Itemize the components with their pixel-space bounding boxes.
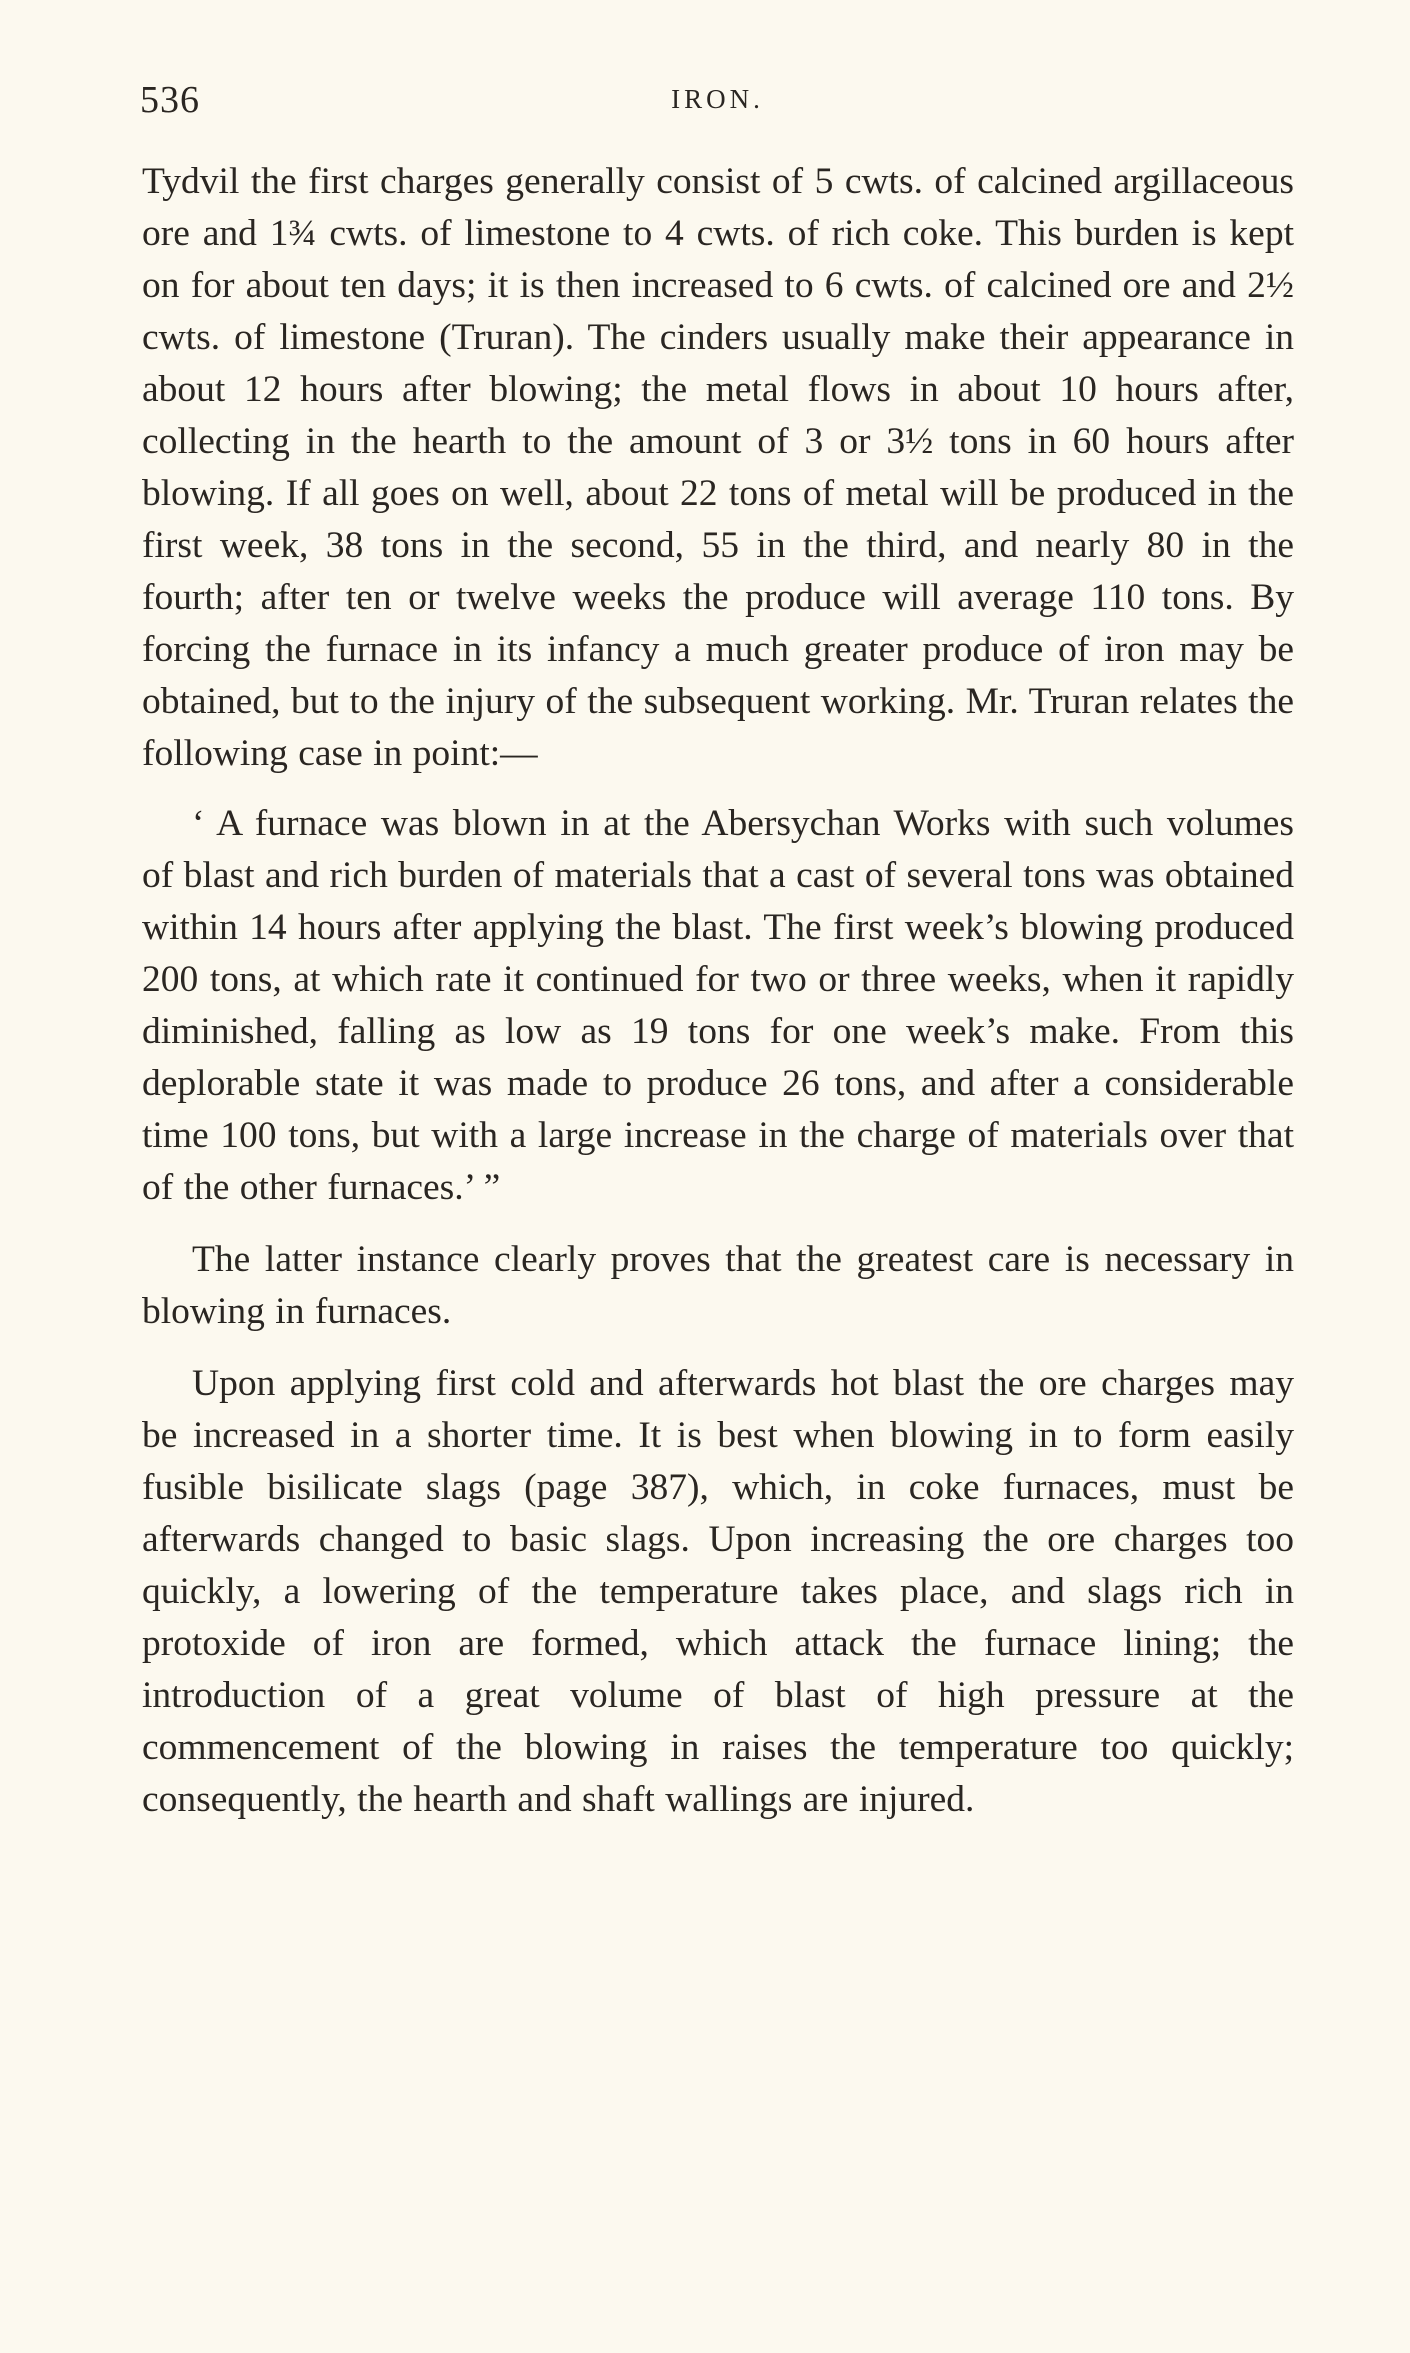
paragraph-blowing-in-charges: Tydvil the first charges generally consist of 5 cwts. of calcined argillaceous ore and 1¾ cwts. of limestone to 4 cwts. of rich coke. This burden is kept on for about ten days; it is then increased to 6 cwts. of calcined ore and 2½ cwts. of limestone (Truran). The cinders usually make their appearance in about 12 hours after blowing; the metal flows in about 10 hours after, collecting in the hearth to the amount of 3 or 3½ tons in 60 hours after blowing. If all goes on well, about 22 tons of metal will be produced in the first week, 38 tons in the second, 55 in the third, and nearly 80 in the fourth; after ten or twelve weeks the produce will average 110 tons. By forcing the furnace in its infancy a much greater produce of iron may be obtained, but to the injury of the subsequent working. Mr. Truran relates the following case in point:—: [142, 161, 1294, 774]
running-head: [140, 78, 1295, 128]
paragraph-hot-blast: Upon applying first cold and afterwards hot blast the ore charges may be increased in a shorter time. It is best when blowing in to form easily fusible bisilicate slags (page 387), which, in coke furnaces, must be afterwards changed to basic slags. Upon increasing the ore charges too quickly, a lowering of the temperature takes place, and slags rich in protoxide of iron are formed, which attack the furnace lining; the introduction of a great volume of blast of high pressure at the commencement of the blowing in raises the temperature too quickly; consequently, the hearth and shaft wallings are injured.: [142, 1363, 1294, 1820]
running-head-title: IRON.: [671, 84, 764, 114]
paragraph-greatest-care: The latter instance clearly proves that the greatest care is necessary in blowing in furnaces.: [142, 1239, 1294, 1332]
body-text: [142, 156, 1294, 1826]
page-number: 536: [140, 79, 200, 121]
paragraph-abersychan-quote: ‘ A furnace was blown in at the Abersychan Works with such volumes of blast and rich burden of materials that a cast of several tons was obtained within 14 hours after applying the blast. The first week’s blowing produced 200 tons, at which rate it continued for two or three weeks, when it rapidly diminished, falling as low as 19 tons for one week’s make. From this deplorable state it was made to produce 26 tons, and after a considerable time 100 tons, but with a large increase in the charge of materials over that of the other furnaces.’ ”: [142, 803, 1294, 1208]
